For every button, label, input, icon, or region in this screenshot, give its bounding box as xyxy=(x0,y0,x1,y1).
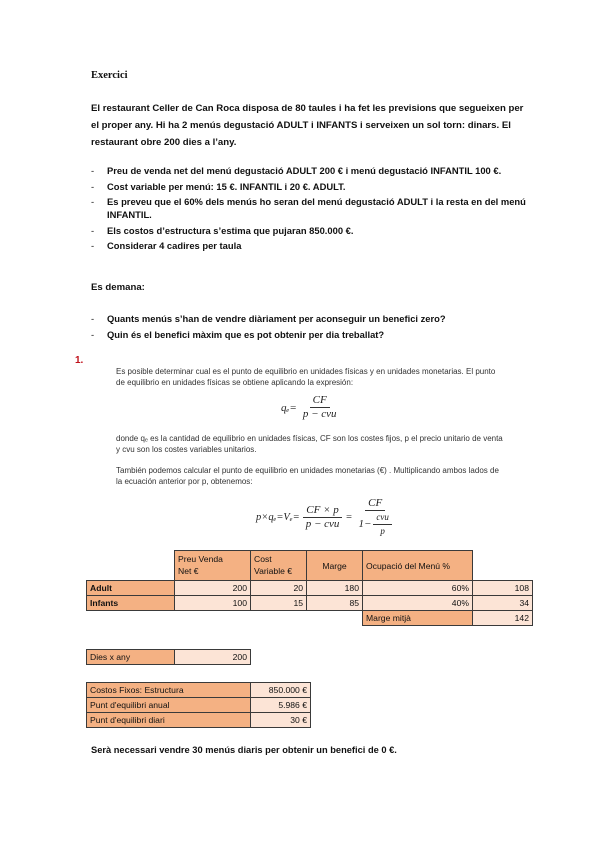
list-item: - Cost variable per menú: 15 €. INFANTIL i 20 €. ADULT. xyxy=(91,180,346,192)
fraction: $\frac{CF}{\text{p − cvu}}$ xyxy=(302,394,337,420)
fraction: $\frac{CF \times p}{\text{p − cvu}}$ xyxy=(303,504,343,531)
theory-paragraph-3: También podemos calcular el punto de equilibrio en unidades monetarias (€) . Multiplicando ambos lados de la ecuación anterior por p, obtenemos: xyxy=(116,466,499,486)
theory-paragraph-2: donde qₑ es la cantidad de equilibrio en unidades físicas, CF son los costes fijos, p el precio unitario de venta y cvu son los costes variables unitarios. xyxy=(116,434,503,454)
formula-break-even-units: qₑ= $\frac{CF}{\text{p − cvu}}$ xyxy=(281,394,340,421)
table-row: Adult 200 20 180 60% 108 xyxy=(87,581,533,596)
theory-block-2 xyxy=(116,433,506,497)
conclusion-text: Serà necessari vendre 30 menús diaris per obtenir un benefici de 0 €. xyxy=(91,745,397,755)
given-data-list xyxy=(91,164,531,255)
header-cost: Cost Variable € xyxy=(251,551,307,581)
list-item: - Quin és el benefici màxim que es pot obtenir per dia treballat? xyxy=(91,328,385,340)
marge-mitja-value: 142 xyxy=(473,611,533,626)
list-item: - Preu de venda net del menú degustació ADULT 200 € i menú degustació INFANTIL 100 €. xyxy=(91,165,502,176)
marge-mitja-label: Marge mitjà xyxy=(363,611,473,626)
margin-table xyxy=(86,550,533,626)
list-item: - Considerar 4 cadires per taula xyxy=(91,240,242,251)
header-marge: Marge xyxy=(307,551,363,581)
fraction: CF 1− $\frac{\text{cvu}}{p}$ xyxy=(355,497,394,538)
table-row: Infants 100 15 85 40% 34 xyxy=(87,596,533,611)
days-table xyxy=(86,649,251,665)
list-item: - Els costos d’estructura s’estima que pujaran 850.000 €. xyxy=(91,224,354,236)
table-row: Costos Fixos: Estructura 850.000 € xyxy=(87,683,311,698)
document-title: Exercici xyxy=(91,70,128,81)
formula-break-even-monetary: p×qₑ=Vₑ= $\frac{CF \times p}{\text{p − cvu}}$ = CF 1− $\frac{\text{cvu}}{p}$ xyxy=(256,497,395,538)
list-item: - Quants menús s’han de vendre diàriament per aconseguir un benefici zero? xyxy=(91,313,446,324)
table-row: Punt d'equilibri diari 30 € xyxy=(87,713,311,728)
header-preu: Preu Venda Net € xyxy=(175,551,251,581)
questions-heading: Es demana: xyxy=(91,282,145,293)
table-row: Dies x any 200 xyxy=(87,650,251,665)
intro-paragraph: El restaurant Celler de Can Roca disposa de 80 taules i ha fet les previsions que segueixen per el proper any. Hi ha 2 menús degustació ADULT i INFANTS i serveixen un sol torn: dinars. El restaurant obre 200 dies a l’any. xyxy=(91,103,524,148)
questions-list xyxy=(91,312,531,343)
fixed-costs-table xyxy=(86,682,311,728)
table-footer-row xyxy=(87,611,533,626)
section-number: 1. xyxy=(75,355,84,366)
table-row: Punt d'equilibri anual 5.986 € xyxy=(87,698,311,713)
header-ocupacio: Ocupació del Menú % xyxy=(363,551,473,581)
list-item: - Es preveu que el 60% dels menús ho seran del menú degustació ADULT i la resta en del menú INFANTIL. xyxy=(91,196,526,220)
theory-paragraph-1: Es posible determinar cual es el punto de equilibrio en unidades físicas y en unidades monetarias. El punto de equilibrio en unidades físicas se obtiene aplicando la expresión: xyxy=(116,367,496,387)
